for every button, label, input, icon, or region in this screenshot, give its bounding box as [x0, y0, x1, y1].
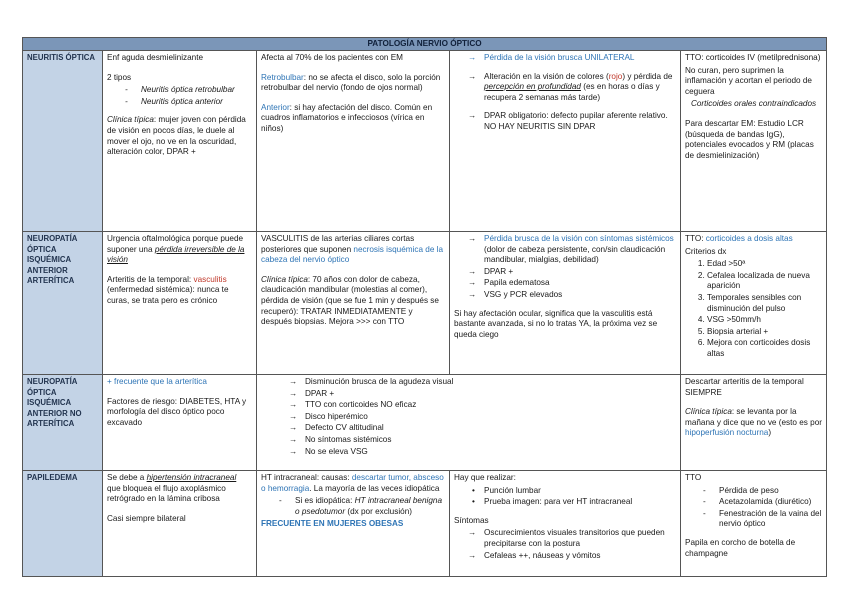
vasculitis-text — [261, 234, 445, 266]
signs-list — [261, 377, 676, 457]
text: Papila en corcho de botella de champagne — [685, 537, 796, 558]
list-item: → VSG y PCR elevados — [454, 290, 676, 301]
row-label-noia-arteritica: NEUROPATÍA ÓPTICA ISQUÉMICA ANTERIOR ARTERÍTICA — [23, 232, 103, 375]
list-item: → No síntomas sistémicos — [275, 435, 676, 446]
neuritis-treatment-cell — [681, 51, 827, 232]
text: Clínica típica — [107, 115, 154, 125]
list-item: → Disminución brusca de la agudeza visual — [275, 377, 676, 388]
text: FRECUENTE EN MUJERES OBESAS — [261, 519, 404, 529]
list-item: → No se eleva VSG — [275, 447, 676, 458]
clinic-text — [261, 275, 445, 328]
list-item: - Neuritis óptica anterior — [107, 97, 252, 108]
noia-na-definition-cell — [103, 375, 257, 471]
row-label-papiledema: PAPILEDEMA — [23, 471, 103, 577]
neuritis-detail-cell — [257, 51, 450, 232]
text: descartar tumor, absceso o hemorragia — [261, 473, 444, 493]
text: TTO — [685, 473, 702, 482]
list-item — [454, 72, 676, 104]
table-title: PATOLOGÍA NERVIO ÓPTICO — [23, 38, 827, 51]
list-item: 1. Edad >50ª — [707, 259, 822, 270]
text: . La mayoría de las veces idiopática — [309, 483, 440, 493]
treatment-list — [685, 486, 822, 530]
text: Clínica típica — [261, 274, 308, 284]
text: Corticoides orales contraindicados — [690, 99, 817, 109]
clinic-text — [107, 115, 252, 157]
text: corticoides a dosis altas — [705, 234, 793, 243]
list-item: 4. VSG >50mm/h — [707, 315, 822, 326]
list-item: → Disco hiperémico — [275, 412, 676, 423]
list-item: → DPAR obligatorio: defecto pupilar aferente relativo. NO HAY NEURITIS SIN DPAR — [454, 111, 676, 132]
text: HT intracraneal benigna o psedotumor — [295, 496, 443, 516]
noia-a-treatment-cell — [681, 232, 827, 375]
urgency-text — [107, 234, 252, 266]
text: (dolor de cabeza persistente, con/sin claudicación mandibular, mialgias, debilidad) — [484, 244, 666, 265]
table-row — [23, 375, 827, 471]
neuritis-definition-cell — [103, 51, 257, 232]
text: que bloquea el flujo axoplásmico retrógrado en la lámina cribosa — [107, 483, 226, 504]
text: Afecta al 70% de los pacientes con EM — [261, 53, 403, 62]
row-label-neuritis: NEURITIS ÓPTICA — [23, 51, 103, 232]
text: : mujer joven con pérdida de visión en pocos días, le duele al mover el ojo, no ve en la oscuridad, alteración color, DPAR + — [107, 115, 246, 157]
text: Alteración en la visión de colores ( — [484, 71, 609, 81]
list-item: 3. Temporales sensibles con disminución del pulso — [707, 293, 822, 314]
signs-list — [454, 234, 676, 301]
tests-list — [454, 486, 676, 508]
text: + frecuente que la arterítica — [107, 377, 207, 386]
text: (enfermedad sistémica): nunca te curas, se trata pero es crónico — [107, 285, 229, 305]
list-item: • Prueba imagen: para ver HT intracraneal — [454, 497, 676, 508]
pathology-table — [22, 37, 827, 577]
list-item: → Cefaleas ++, náuseas y vómitos — [454, 551, 676, 562]
text: Si es idiopática: — [295, 496, 355, 506]
noia-a-definition-cell — [103, 232, 257, 375]
clinic-text — [685, 407, 822, 439]
table-row — [23, 232, 827, 375]
text: Hay que realizar: — [454, 473, 516, 482]
list-item: - Pérdida de peso — [685, 486, 822, 497]
text: Casi siempre bilateral — [107, 513, 186, 523]
text: Pérdida brusca de la visión con síntomas sistémicos — [484, 234, 674, 243]
list-item: 6. Mejora con corticoides dosis altas — [707, 338, 822, 359]
table-row — [23, 51, 827, 232]
arteritis-text — [107, 275, 252, 307]
text: necrosis isquémica de la cabeza del nervio óptico — [261, 244, 444, 265]
text: TTO: corticoides IV (metilprednisona) — [685, 53, 821, 62]
text: (es en horas o días y recupera 2 semanas más tarde) — [484, 82, 660, 102]
list-item: • Punción lumbar — [454, 486, 676, 497]
list-item — [261, 496, 445, 517]
text: ) y pérdida de — [622, 71, 673, 81]
text: : no se afecta el disco, solo la porción retrobulbar del nervio (fondo de ojos normal) — [261, 72, 441, 93]
text: : 70 años con dolor de cabeza, claudicación mandibular (molestias al comer), pérdida de visión (que se fue 1 min y después se recuperó): TRATAR INMEDIATAMENTE y después biopsias. Mejora >>> con TTO — [261, 274, 439, 327]
text: percepción en profundidad — [484, 82, 581, 92]
text: : si hay afectación del disco. Común en cuadros inflamatorios e infecciosos (vírica en niños) — [261, 102, 433, 133]
text: ) — [768, 428, 772, 438]
text: Factores de riesgo: DIABETES, HTA y morfología del disco óptico poco excavado — [107, 396, 247, 427]
text: Se debe a — [107, 473, 147, 482]
row-label-noia-no-arteritica: NEUROPATÍA ÓPTICA ISQUÉMICA ANTERIOR NO ARTERÍTICA — [23, 375, 103, 471]
text: Para descartar EM: Estudio LCR (búsqueda de bandas IgG), potenciales evocados y RM (placas de desmielinización) — [685, 118, 814, 160]
text: HT intracraneal: causas: — [261, 473, 352, 482]
list-item: → Pérdida de la visión brusca UNILATERAL — [454, 53, 676, 64]
text: Criterios dx — [685, 246, 727, 256]
text: pérdida irreversible de la visión — [107, 244, 245, 265]
list-item: → Defecto CV altitudinal — [275, 423, 676, 434]
text: TTO: — [685, 234, 706, 243]
anterior-text — [261, 103, 445, 135]
htic-text — [261, 473, 445, 494]
list-item: - Acetazolamida (diurético) — [685, 497, 822, 508]
text: Síntomas — [454, 515, 489, 525]
text: Si hay afectación ocular, significa que la vasculitis está bastante avanzada, si no lo tratas YA, la próxima vez se queda ciego — [454, 308, 658, 339]
papiledema-detail-cell — [257, 471, 450, 577]
list-item: 5. Biopsia arterial + — [707, 327, 822, 338]
text: Arteritis de la temporal: — [107, 274, 194, 284]
text: VASCULITIS de las arterias ciliares cortas posteriores que suponen — [261, 234, 415, 254]
papiledema-definition-cell — [103, 471, 257, 577]
text: hipertensión intracraneal — [146, 473, 237, 482]
list-item: → DPAR + — [275, 389, 676, 400]
list-item: - Fenestración de la vaina del nervio óptico — [685, 509, 822, 530]
text: 2 tipos — [107, 72, 132, 82]
list-item — [454, 234, 676, 266]
noia-na-note-cell — [681, 375, 827, 471]
text: Urgencia oftalmológica porque puede suponer una — [107, 234, 244, 254]
text: (dx por exclusión) — [345, 506, 412, 516]
text: Clínica típica — [685, 407, 732, 417]
text: Retrobulbar — [261, 72, 304, 82]
types-list — [107, 85, 252, 107]
list-item: → Oscurecimientos visuales transitorios que pueden precipitarse con la postura — [454, 528, 676, 549]
cause-text — [107, 473, 252, 505]
text: hipoperfusión nocturna — [685, 428, 769, 438]
text: Anterior — [261, 102, 290, 112]
list-item: - Neuritis óptica retrobulbar — [107, 85, 252, 96]
papiledema-tests-cell — [450, 471, 681, 577]
list-item: → DPAR + — [454, 267, 676, 278]
signs-list — [454, 53, 676, 133]
text: vasculitis — [193, 274, 227, 284]
noia-a-detail-cell — [257, 232, 450, 375]
list-item: → TTO con corticoides NO eficaz — [275, 400, 676, 411]
table-row — [23, 471, 827, 577]
text: Enf aguda desmielinizante — [107, 53, 204, 62]
noia-na-signs-cell — [257, 375, 681, 471]
papiledema-treatment-cell — [681, 471, 827, 577]
list-item: → Papila edematosa — [454, 278, 676, 289]
text: rojo — [608, 71, 623, 81]
text: : se levanta por la mañana y dice que no ve (esto es por — [685, 407, 822, 427]
text: Descartar arteritis de la temporal SIEMPRE — [685, 377, 804, 397]
text: No curan, pero suprimen la inflamación y acortan el periodo de ceguera — [685, 65, 812, 96]
neuritis-signs-cell — [450, 51, 681, 232]
idiopathic-list — [261, 496, 445, 517]
retro-text — [261, 73, 445, 94]
noia-a-signs-cell — [450, 232, 681, 375]
table-header-row — [23, 38, 827, 51]
tto-text — [685, 234, 822, 245]
list-item: 2. Cefalea localizada de nueva aparición — [707, 271, 822, 292]
criteria-list — [685, 259, 822, 359]
symptoms-list — [454, 528, 676, 561]
